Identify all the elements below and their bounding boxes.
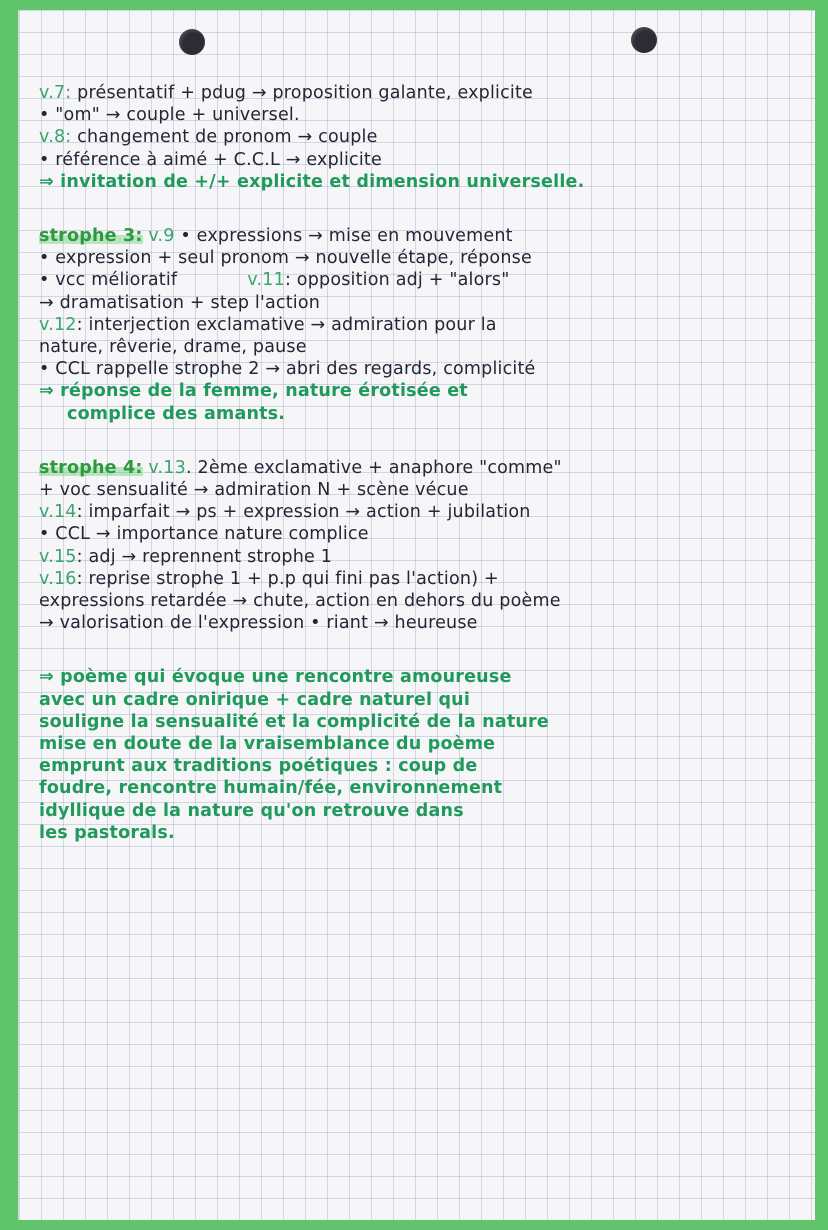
note-line: expressions retardée → chute, action en dehors du poème <box>39 591 561 612</box>
note-line: • CCL rappelle strophe 2 → abri des regards, complicité <box>39 359 536 380</box>
note-text: : imparfait → ps + expression → action + jubilation <box>76 502 531 523</box>
note-line: • "om" → couple + universel. <box>39 105 300 126</box>
note-line: → valorisation de l'expression • riant → heureuse <box>39 613 478 634</box>
note-text: • expressions → mise en mouvement <box>174 226 513 247</box>
binder-hole-left <box>179 29 205 55</box>
note-line <box>39 269 809 291</box>
strophe-4-heading <box>39 457 809 479</box>
conclusion-line: avec un cadre onirique + cadre naturel qui <box>39 689 471 710</box>
handwritten-notes <box>39 82 809 844</box>
conclusion-line: idyllique de la nature qu'on retrouve dans <box>39 800 464 821</box>
note-line: • expression + seul pronom → nouvelle étape, réponse <box>39 248 532 269</box>
note-line: nature, rêverie, drame, pause <box>39 337 307 358</box>
conclusion-line: souligne la sensualité et la complicité de la nature <box>39 711 549 732</box>
strophe-title: strophe 4: <box>39 457 143 478</box>
verse-label: v.7: <box>39 83 72 103</box>
note-text: changement de pronom → couple <box>71 127 378 148</box>
verse-label: v.12 <box>39 314 77 335</box>
note-text: présentatif + pdug → proposition galante, explicite <box>71 83 534 103</box>
note-text: : reprise strophe 1 + p.p qui fini pas l'action) + <box>76 568 499 589</box>
verse-label: v.13 <box>142 457 186 478</box>
verse-label: v.11 <box>247 270 285 291</box>
note-line <box>39 546 809 568</box>
verse-label: v.8: <box>39 127 72 148</box>
note-line <box>39 501 809 523</box>
conclusion-line: ⇒ poème qui évoque une rencontre amoureuse <box>39 667 512 688</box>
verse-label: v.9 <box>142 226 175 247</box>
final-conclusion <box>39 666 809 844</box>
note-line <box>39 82 809 104</box>
conclusion-line: les pastorals. <box>39 822 175 843</box>
notebook-page <box>18 10 815 1220</box>
conclusion-line: ⇒ réponse de la femme, nature érotisée et <box>39 381 468 402</box>
binder-hole-right <box>631 27 657 53</box>
conclusion-line: ⇒ invitation de +/+ explicite et dimension universelle. <box>39 171 585 192</box>
note-line: → dramatisation + step l'action <box>39 292 321 313</box>
conclusion-line: complice des amants. <box>67 403 286 424</box>
note-line: • CCL → importance nature complice <box>39 524 369 545</box>
note-text: : adj → reprennent strophe 1 <box>76 546 333 567</box>
note-text: . 2ème exclamative + anaphore "comme" <box>185 457 562 478</box>
note-text: • vcc mélioratif <box>39 270 178 291</box>
verse-label: v.16 <box>39 568 77 589</box>
conclusion-line: emprunt aux traditions poétiques : coup de <box>39 756 478 777</box>
strophe-3-heading <box>39 225 809 247</box>
note-line <box>39 314 809 336</box>
verse-label: v.15 <box>39 546 77 567</box>
note-line <box>39 568 809 590</box>
note-line: • référence à aimé + C.C.L → explicite <box>39 149 382 170</box>
note-line: + voc sensualité → admiration N + scène vécue <box>39 480 469 501</box>
note-text: : opposition adj + "alors" <box>284 270 510 291</box>
note-line <box>39 126 809 148</box>
verse-label: v.14 <box>39 502 77 523</box>
strophe-title: strophe 3: <box>39 226 143 247</box>
conclusion-line: mise en doute de la vraisemblance du poème <box>39 734 496 755</box>
note-text: : interjection exclamative → admiration pour la <box>76 314 497 335</box>
conclusion-line: foudre, rencontre humain/fée, environnement <box>39 778 503 799</box>
